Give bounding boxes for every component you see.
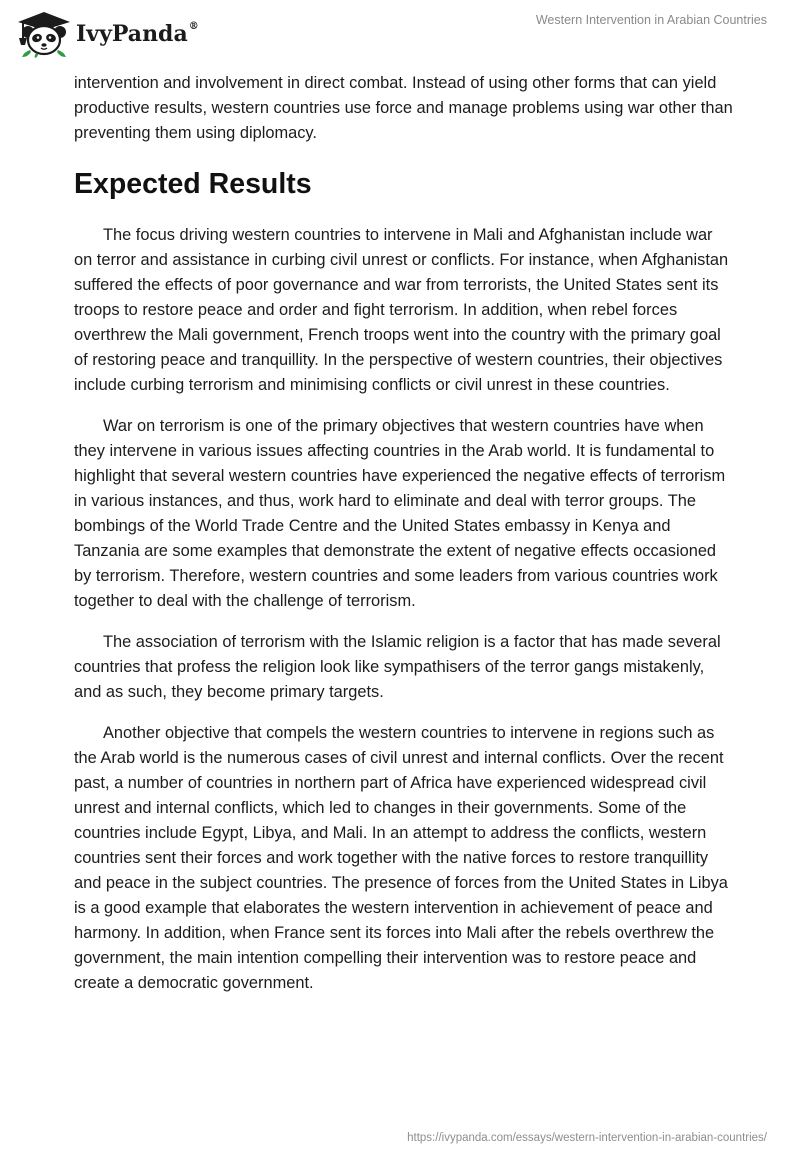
body-paragraph: The association of terrorism with the Islamic religion is a factor that has made several countries that profess the religion look like sympathisers of the terror gangs mistakenly, and as such, they become primary targets. bbox=[74, 633, 721, 701]
essay-body bbox=[74, 71, 734, 1012]
ivypanda-logo[interactable] bbox=[14, 8, 199, 58]
brand-name: IvyPanda® bbox=[76, 20, 199, 47]
panda-graduation-cap-icon bbox=[14, 8, 72, 58]
body-paragraph: The focus driving western countries to intervene in Mali and Afghanistan include war on terror and assistance in curbing civil unrest or conflicts. For instance, when Afghanistan suffered the effects of poor governance and war from terrorists, the United States sent its troops to restore peace and order and fight terrorism. In addition, when rebel forces overthrew the Mali government, French troops went into the country with the primary goal of restoring peace and tranquillity. In the perspective of western countries, their objectives include curbing terrorism and minimising conflicts or civil unrest in these countries. bbox=[74, 226, 729, 394]
source-url[interactable]: https://ivypanda.com/essays/western-intervention-in-arabian-countries/ bbox=[407, 1132, 767, 1144]
document-title: Western Intervention in Arabian Countries bbox=[535, 13, 767, 27]
body-paragraph: Another objective that compels the western countries to intervene in regions such as the Arab world is the numerous cases of civil unrest and internal conflicts. Over the recent past, a number of countries in northern part of Africa have experienced widespread civil unrest and internal conflicts, which led to changes in their governments. Some of the countries include Egypt, Libya, and Mali. In an attempt to address the conflicts, western countries sent their forces and work together with the native forces to restore tranquillity and peace in the subject countries. The presence of forces from the United States in Libya is a good example that elaborates the western intervention in achievement of peace and harmony. In addition, when France sent its forces into Mali after the rebels overthrew the government, the main intention compelling their intervention was to restore peace and create a democratic government. bbox=[74, 724, 728, 992]
section-heading: Expected Results bbox=[74, 168, 312, 200]
intro-paragraph: intervention and involvement in direct combat. Instead of using other forms that can yield productive results, western countries use force and manage problems using war other than preventing them using diplomacy. bbox=[74, 74, 733, 142]
page-header bbox=[0, 0, 800, 70]
body-paragraph: War on terrorism is one of the primary objectives that western countries have when they intervene in various issues affecting countries in the Arab world. It is fundamental to highlight that several western countries have experienced the negative effects of terrorism in various instances, and thus, work hard to eliminate and deal with terror groups. The bombings of the World Trade Centre and the United States embassy in Kenya and Tanzania are some examples that demonstrate the extent of negative effects occasioned by terrorism. Therefore, western countries and some leaders from various countries work together to deal with the challenge of terrorism. bbox=[74, 417, 726, 610]
